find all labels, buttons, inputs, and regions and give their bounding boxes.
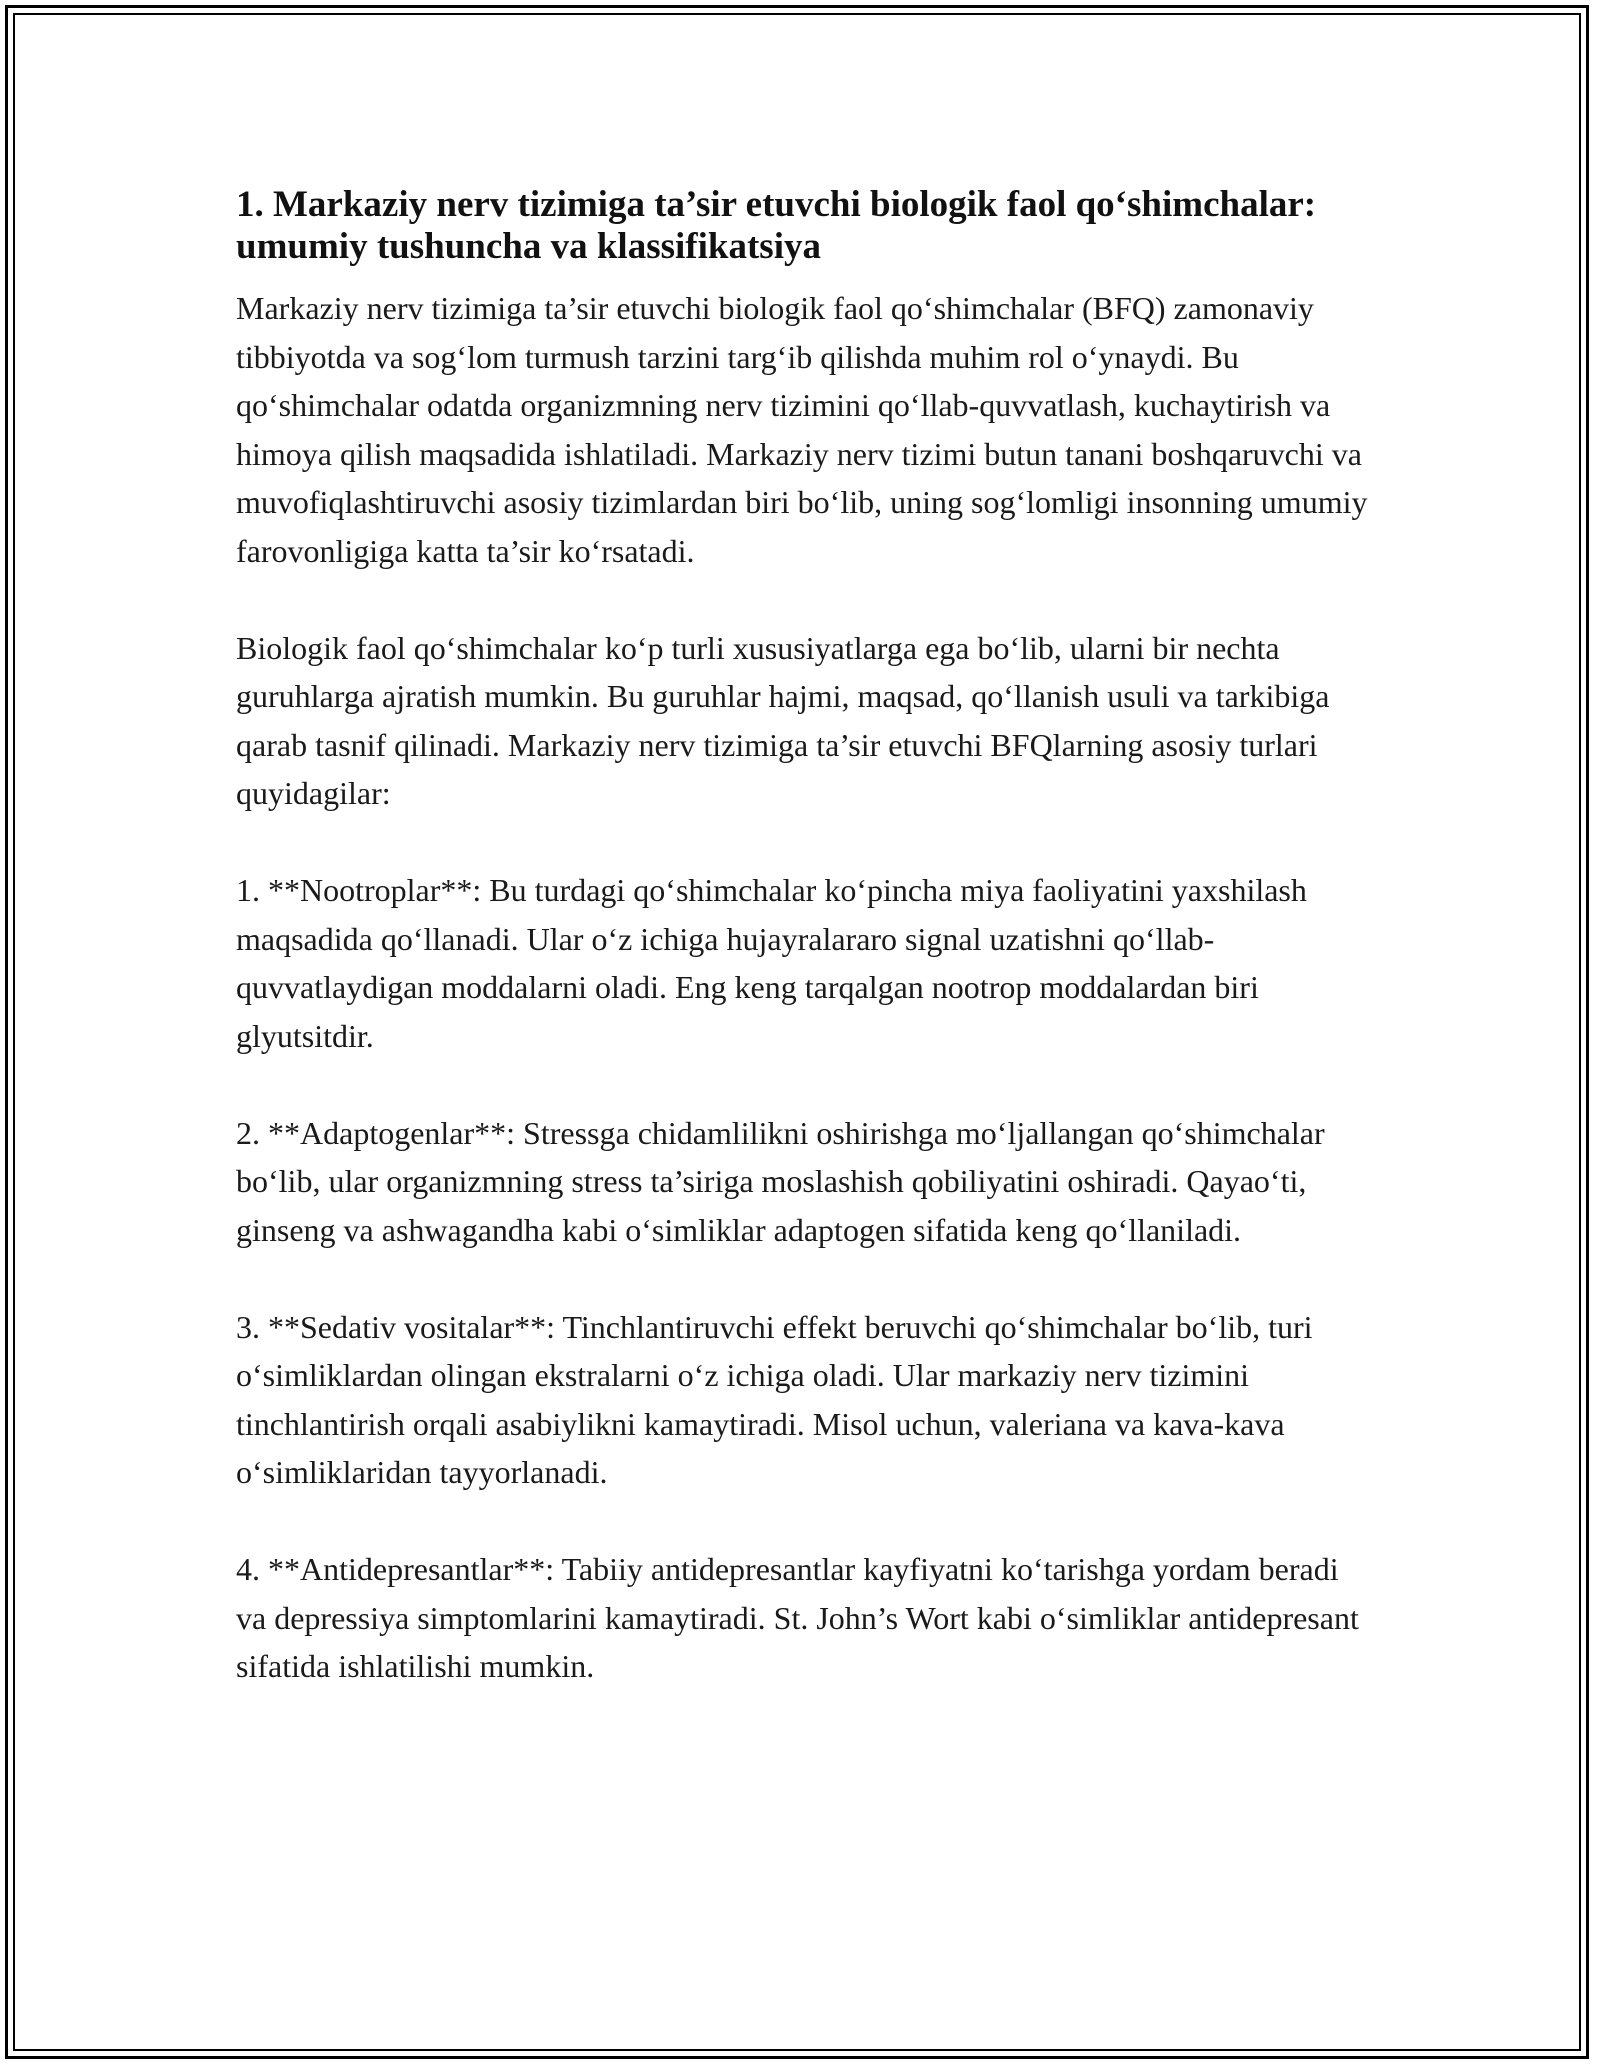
paragraph-classification: Biologik faol qo‘shimchalar ko‘p turli xususiyatlarga ega bo‘lib, ularni bir nechta guruhlarga ajratish mumkin. Bu guruhlar hajmi, maqsad, qo‘llanish usuli va tarkibiga qarab tasnif qilinadi. Markaziy nerv tizimiga ta’sir etuvchi BFQlarning asosiy turlari quyidagilar: — [236, 629, 1330, 811]
paragraph-intro: Markaziy nerv tizimiga ta’sir etuvchi biologik faol qo‘shimchalar (BFQ) zamonaviy tibbiyotda va sog‘lom turmush tarzini targ‘ib qilishda muhim rol o‘ynaydi. Bu qo‘shimchalar odatda organizmning nerv tizimini qo‘llab-quvvatlash, kuchaytirish va himoya qilish maqsadida ishlatiladi. Markaziy nerv tizimi butun tanani boshqaruvchi va muvofiqlashtiruvchi asosiy tizimlardan biri bo‘lib, uning sog‘lomligi insonning umumiy farovonligiga katta ta’sir ko‘rsatadi. — [236, 290, 1368, 569]
document-body — [236, 184, 1376, 1739]
list-item-nootroplar: 1. **Nootroplar**: Bu turdagi qo‘shimchalar ko‘pincha miya faoliyatini yaxshilash maqsadida qo‘llanadi. Ular o‘z ichiga hujayralararo signal uzatishni qo‘llab-quvvatlaydigan moddalarni oladi. Eng keng tarqalgan nootrop moddalardan biri glyutsitdir. — [236, 872, 1307, 1054]
list-item-antidepresantlar: 4. **Antidepresantlar**: Tabiiy antidepresantlar kayfiyatni ko‘tarishga yordam beradi va depressiya simptomlarini kamaytiradi. St. John’s Wort kabi o‘simliklar antidepresant sifatida ishlatilishi mumkin. — [236, 1551, 1359, 1684]
section-heading: 1. Markaziy nerv tizimiga ta’sir etuvchi biologik faol qo‘shimchalar: umumiy tushuncha va klassifikatsiya — [236, 184, 1317, 267]
list-item-adaptogenlar: 2. **Adaptogenlar**: Stressga chidamlilikni oshirishga mo‘ljallangan qo‘shimchalar bo‘lib, ular organizmning stress ta’siriga moslashish qobiliyatini oshiradi. Qayao‘ti, ginseng va ashwagandha kabi o‘simliklar adaptogen sifatida keng qo‘llaniladi. — [236, 1114, 1325, 1248]
list-item-sedativ: 3. **Sedativ vositalar**: Tinchlantiruvchi effekt beruvchi qo‘shimchalar bo‘lib, turi o‘simliklardan olingan ekstralarni o‘z ichiga oladi. Ular markaziy nerv tizimini tinchlantirish orqali asabiylikni kamaytiradi. Misol uchun, valeriana va kava-kava o‘simliklaridan tayyorlanadi. — [236, 1308, 1313, 1490]
